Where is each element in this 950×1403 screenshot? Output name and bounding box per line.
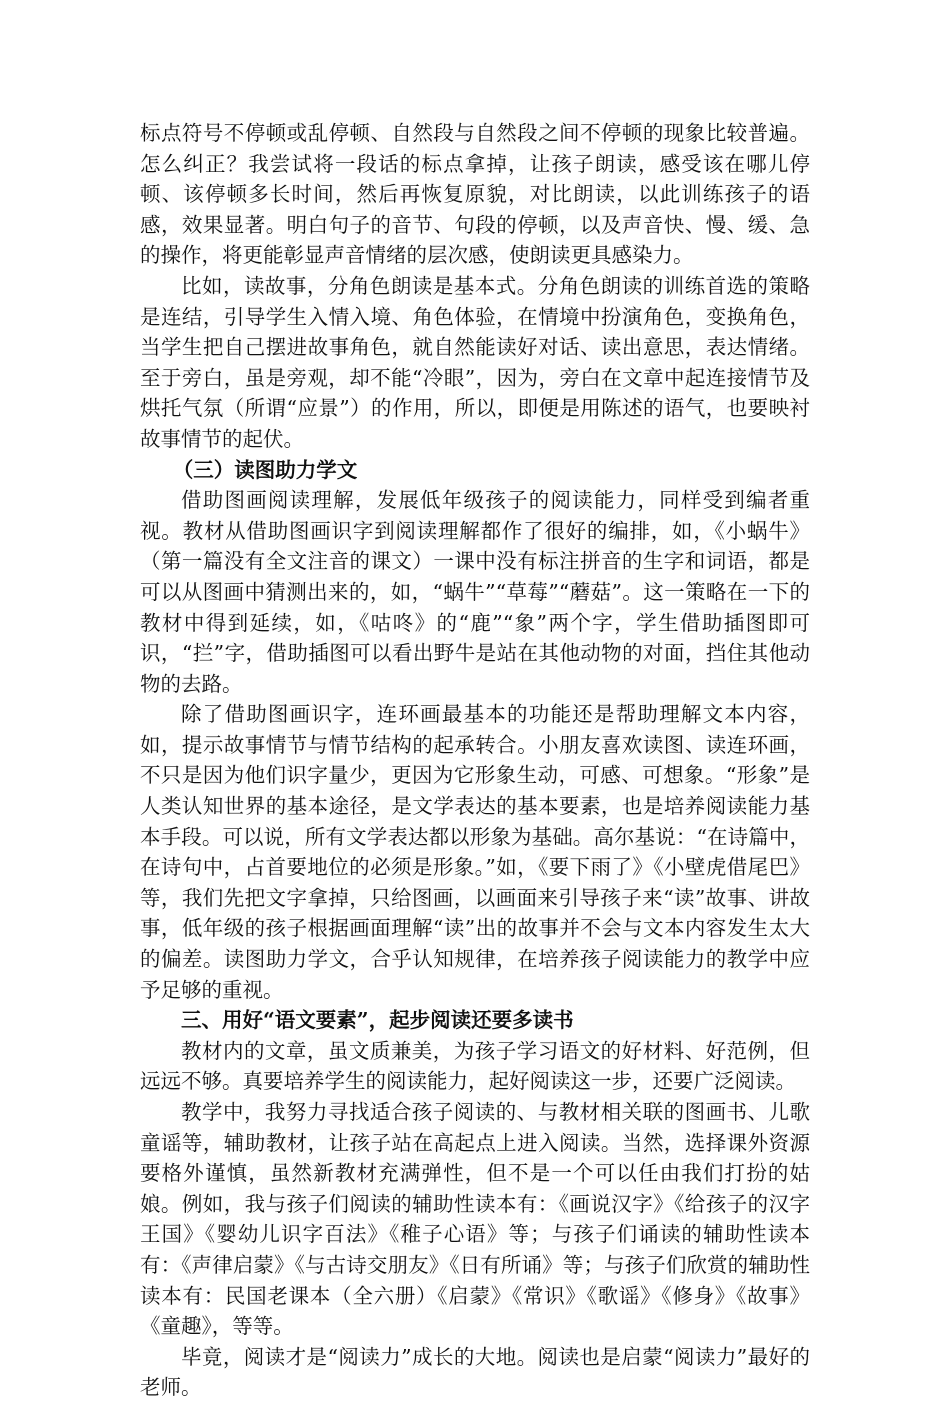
section-heading-reading-more: 三、用好“语文要素”，起步阅读还要多读书 [181, 1008, 574, 1033]
document-page [140, 118, 810, 1403]
paragraph-comic-function: 除了借助图画识字，连环画最基本的功能还是帮助理解文本内容，如，提示故事情节与情节结构的起承转合。小朋友喜欢读图、读连环画，不只是因为他们识字量少，更因为它形象生动，可感、可想象。“形象”是人类认知世界的基本途径，是文学表达的基本要素，也是培养阅读能力基本手段。可以说，所有文学表达都以形象为基础。高尔基说：“在诗篇中，在诗句中，占首要地位的必须是形象。”如，《要下雨了》《小壁虎借尾巴》等，我们先把文字拿掉，只给图画，以画面来引导孩子来“读”故事、讲故事，低年级的孩子根据画面理解“读”出的故事并不会与文本内容发生太大的偏差。读图助力学文，合乎认知规律，在培养孩子阅读能力的教学中应予足够的重视。 [140, 702, 810, 1002]
paragraph-role-reading: 比如，读故事，分角色朗读是基本式。分角色朗读的训练首选的策略是连结，引导学生入情入境、角色体验，在情境中扮演角色，变换角色，当学生把自己摆进故事角色，就自然能读好对话、读出意思，表达情绪。至于旁白，虽是旁观，却不能“冷眼”，因为，旁白在文章中起连接情节及烘托气氛（所谓“应景”）的作用，所以，即便是用陈述的语气，也要映衬故事情节的起伏。 [140, 273, 810, 451]
paragraph-supplementary-books: 教学中，我努力寻找适合孩子阅读的、与教材相关联的图画书、儿歌童谣等，辅助教材，让孩子站在高起点上进入阅读。当然，选择课外资源要格外谨慎，虽然新教材充满弹性，但不是一个可以任由我们打扮的姑娘。例如，我与孩子们阅读的辅助性读本有：《画说汉字》《给孩子的汉字王国》《婴幼儿识字百法》《稚子心语》等；与孩子们诵读的辅助性读本有：《声律启蒙》《与古诗交朋友》《日有所诵》等；与孩子们欣赏的辅助性读本有：民国老课本（全六册）《启蒙》《常识》《歌谣》《修身》《故事》《童趣》，等等。 [140, 1100, 810, 1339]
section-heading-picture-reading: （三）读图助力学文 [172, 457, 358, 482]
paragraph-textbook-limits: 教材内的文章，虽文质兼美，为孩子学习语文的好材料、好范例，但远远不够。真要培养学生的阅读能力，起好阅读这一步，还要广泛阅读。 [140, 1038, 810, 1094]
paragraph-conclusion: 毕竟，阅读才是“阅读力”成长的大地。阅读也是启蒙“阅读力”最好的老师。 [140, 1344, 810, 1400]
paragraph-picture-comprehension: 借助图画阅读理解，发展低年级孩子的阅读能力，同样受到编者重视。教材从借助图画识字到阅读理解都作了很好的编排，如，《小蜗牛》（第一篇没有全文注音的课文）一课中没有标注拼音的生字和词语，都是可以从图画中猜测出来的，如，“蜗牛”“草莓”“蘑菇”。这一策略在一下的教材中得到延续，如，《咕咚》的“鹿”“象”两个字，学生借助插图即可识，“拦”字，借助插图可以看出野牛是站在其他动物的对面，挡住其他动物的去路。 [140, 488, 810, 696]
paragraph-punctuation-practice: 标点符号不停顿或乱停顿、自然段与自然段之间不停顿的现象比较普遍。怎么纠正？我尝试将一段话的标点拿掉，让孩子朗读，感受该在哪儿停顿、该停顿多长时间，然后再恢复原貌，对比朗读，以此训练孩子的语感，效果显著。明白句子的音节、句段的停顿，以及声音快、慢、缓、急的操作，将更能彰显声音情绪的层次感，使朗读更具感染力。 [140, 121, 810, 268]
